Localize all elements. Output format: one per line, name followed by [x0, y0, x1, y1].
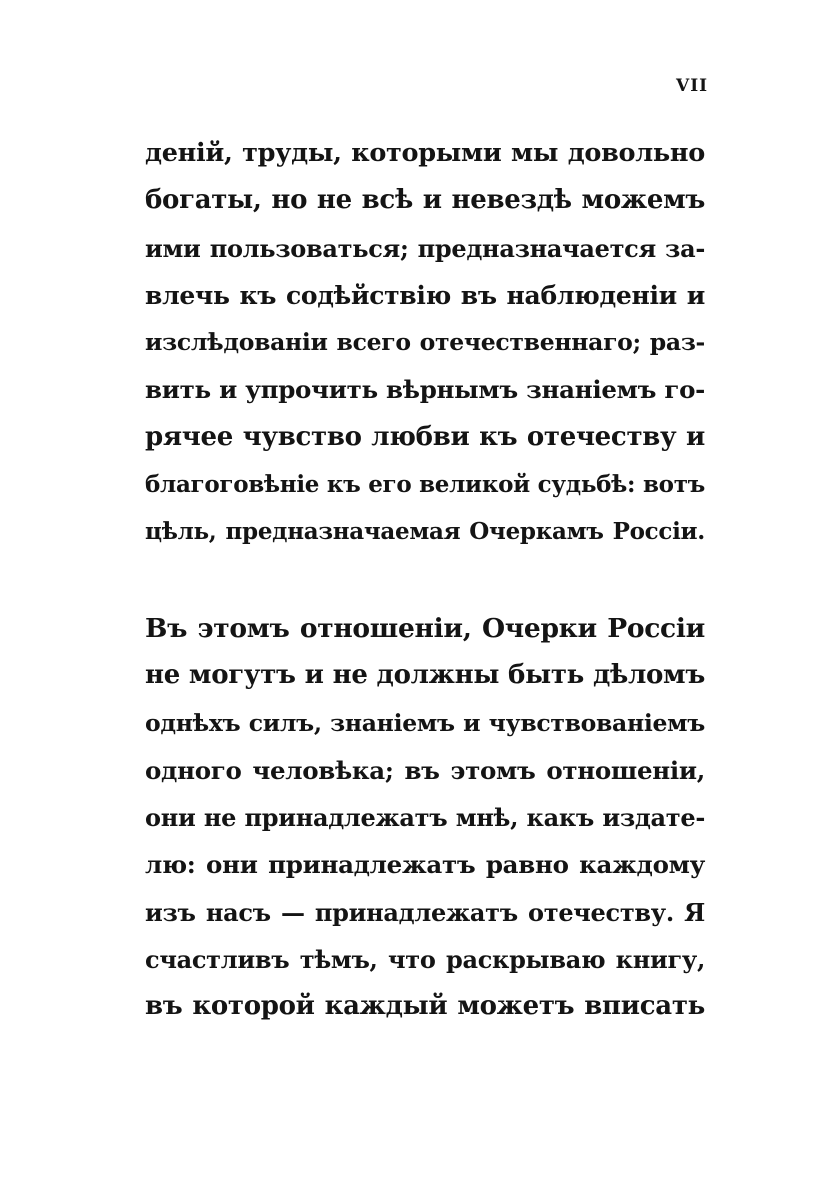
text-line: однѣхъ силъ, знаніемъ и чувствованіемъ	[145, 708, 705, 737]
text-line: Въ этомъ отношеніи, Очерки Россіи	[145, 613, 705, 644]
text-line: благоговѣніе къ его великой судьбѣ: вотъ	[145, 471, 705, 499]
text-line: изслѣдованіи всего отечественнаго; раз-	[145, 328, 705, 357]
text-line: влечь къ содѣйствію въ наблюденіи и	[145, 280, 705, 310]
text-line: изъ насъ — принадлежатъ отечеству. Я	[145, 897, 705, 927]
text-line: лю: они принадлежатъ равно каждому	[145, 850, 705, 880]
text-line: счастливъ тѣмъ, что раскрываю книгу,	[145, 945, 705, 975]
text-line: одного человѣка; въ этомъ отношеніи,	[145, 755, 705, 785]
paragraph-1	[145, 130, 705, 556]
page-number: VII	[676, 76, 709, 96]
text-line: не могутъ и не должны быть дѣломъ	[145, 660, 705, 691]
text-line: въ которой каждый можетъ вписать	[145, 991, 705, 1022]
text-line: рячее чувство любви къ отечеству и	[145, 421, 705, 452]
text-line: цѣль, предназначаемая Очеркамъ Россіи.	[145, 518, 705, 546]
text-line: богаты, но не всѣ и невездѣ можемъ	[145, 185, 705, 216]
text-line: вить и упрочить вѣрнымъ знаніемъ го-	[145, 375, 705, 405]
text-line: ими пользоваться; предназначается за-	[145, 233, 705, 263]
text-line: они не принадлежатъ мнѣ, какъ издате-	[145, 803, 705, 833]
text-line: деній, труды, которыми мы довольно	[145, 138, 705, 168]
paragraph-2	[145, 605, 705, 1031]
